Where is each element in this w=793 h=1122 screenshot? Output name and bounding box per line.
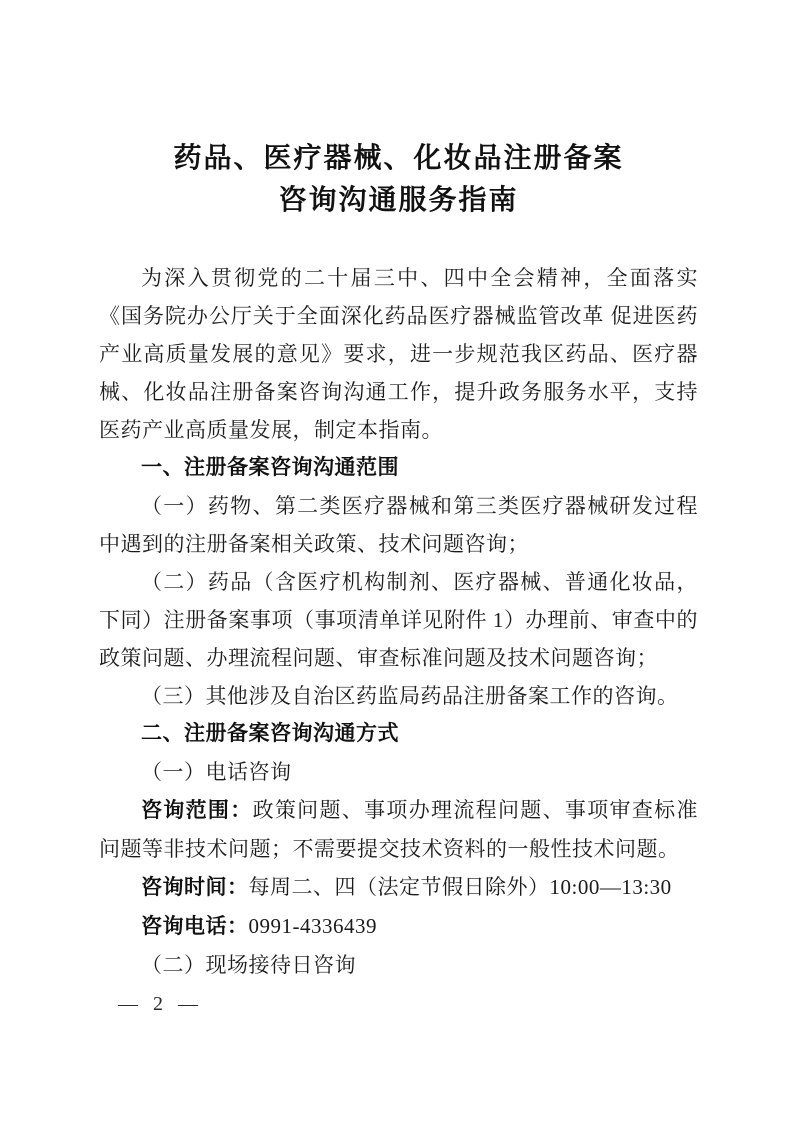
section-heading: 二、注册备案咨询沟通方式 [141, 722, 399, 745]
document-content [99, 138, 698, 984]
paragraph-label: 咨询范围： [141, 799, 253, 822]
title-line-1: 药品、医疗器械、化妆品注册备案 [173, 143, 624, 174]
page-number: — 2 — [118, 993, 199, 1015]
title-line-2: 咨询沟通服务指南 [278, 185, 519, 216]
document-title [99, 138, 698, 222]
paragraph: 为深入贯彻党的二十届三中、四中全会精神，全面落实《国务院办公厅关于全面深化药品医疗器械监管改革 促进医药产业高质量发展的意见》要求，进一步规范我区药品、医疗器械、化妆品注册备案咨询沟通工作，提升政务服务水平，支持医药产业高质量发展，制定本指南。 [99, 266, 698, 442]
paragraph: 咨询电话：0991-4336439 [141, 914, 377, 938]
sub-heading: （一）电话咨询 [141, 760, 292, 784]
paragraph-label: 咨询电话： [141, 915, 249, 938]
paragraph: （一）药物、第二类医疗器械和第三类医疗器械研发过程中遇到的注册备案相关政策、技术问题咨询； [99, 494, 698, 556]
sub-heading: （二）现场接待日咨询 [141, 953, 356, 977]
paragraph: （三）其他涉及自治区药监局药品注册备案工作的咨询。 [141, 684, 679, 708]
paragraph: 咨询时间：每周二、四（法定节假日除外）10:00—13:30 [141, 875, 672, 899]
paragraph: （二）药品（含医疗机构制剂、医疗器械、普通化妆品，下同）注册备案事项（事项清单详见附件 1）办理前、审查中的政策问题、办理流程问题、审查标准问题及技术问题咨询； [99, 570, 698, 670]
document-body [99, 259, 698, 984]
paragraph-label: 咨询时间： [141, 876, 249, 899]
section-heading: 一、注册备案咨询沟通范围 [141, 456, 399, 479]
paragraph: 咨询范围：政策问题、事项办理流程问题、事项审查标准问题等非技术问题；不需要提交技术资料的一般性技术问题。 [99, 798, 698, 861]
